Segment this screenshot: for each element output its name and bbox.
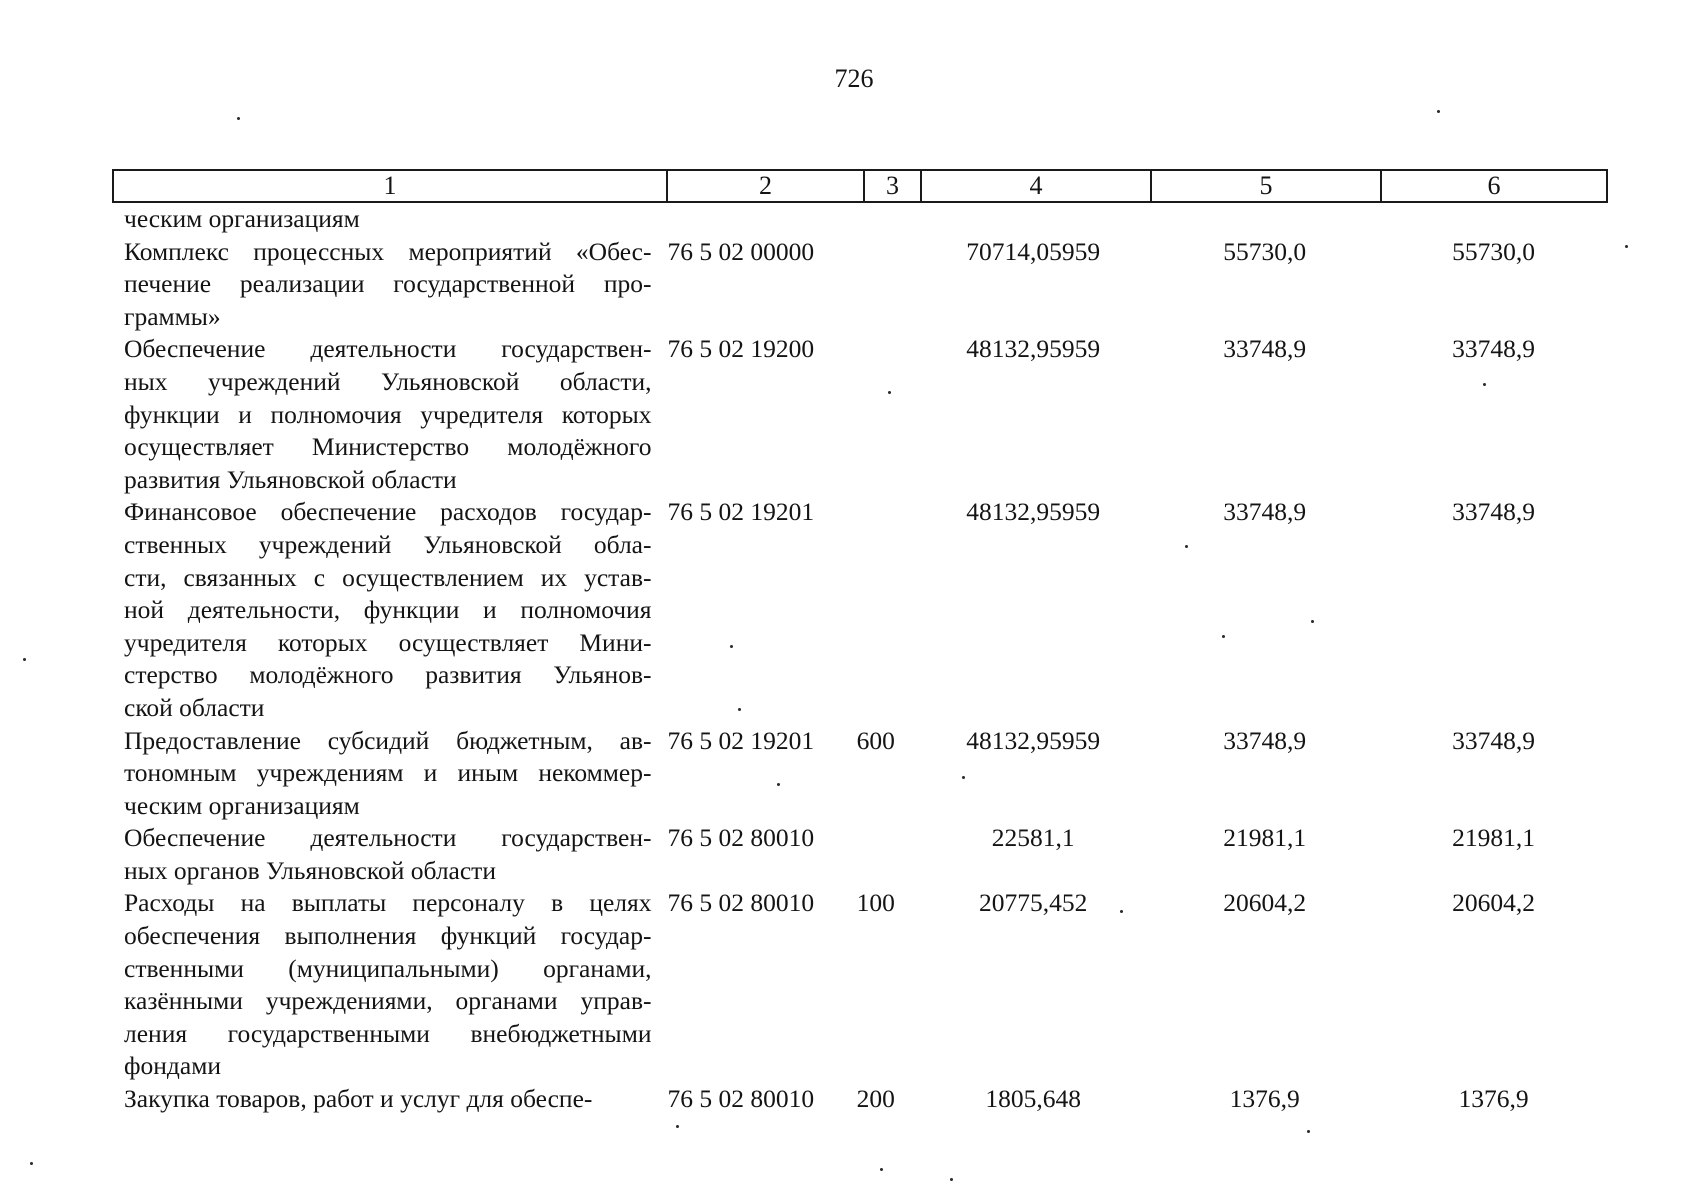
row-name-line: ской области xyxy=(124,692,265,722)
row-name-line: Комплекс процессных мероприятий «Обес- xyxy=(124,236,652,266)
row-value-col5: 1376,9 xyxy=(1229,1084,1300,1114)
row-value-col6: 55730,0 xyxy=(1452,236,1535,266)
row-name-line: ческим организациям xyxy=(124,790,360,820)
row-value-col4: 1805,648 xyxy=(985,1084,1082,1114)
row-name-line: фондами xyxy=(124,1051,221,1081)
table-body xyxy=(124,203,1608,1116)
row-value-col4: 48132,95959 xyxy=(966,725,1101,755)
row-expense-type: 200 xyxy=(856,1084,895,1114)
row-code: 76 5 02 80010 xyxy=(667,823,815,853)
page-number: 726 xyxy=(834,64,874,93)
row-value-col4: 20775,452 xyxy=(979,888,1088,918)
table-row xyxy=(124,496,1608,724)
table-row xyxy=(124,236,1608,334)
row-code: 76 5 02 19200 xyxy=(667,334,815,364)
row-name-line: Расходы на выплаты персоналу в целях xyxy=(124,888,652,918)
row-expense-type: 100 xyxy=(856,888,895,918)
row-name xyxy=(124,822,651,887)
row-name-line: Обеспечение деятельности государствен- xyxy=(124,334,652,364)
row-name-line: граммы» xyxy=(124,301,221,331)
row-code: 76 5 02 19201 xyxy=(667,725,815,755)
row-name-line: тономным учреждениям и иным некоммер- xyxy=(124,758,652,788)
row-value-col5: 20604,2 xyxy=(1223,888,1307,918)
row-value-col4: 70714,05959 xyxy=(966,236,1101,266)
row-name-line: ственными (муниципальными) органами, xyxy=(124,953,652,983)
row-name-line: учредителя которых осуществляет Мини- xyxy=(124,627,652,657)
row-value-col5: 21981,1 xyxy=(1223,823,1307,853)
row-name xyxy=(124,236,651,334)
row-value-col4: 48132,95959 xyxy=(966,334,1101,364)
row-value-col5: 33748,9 xyxy=(1223,334,1307,364)
table-row xyxy=(124,203,1608,236)
row-name-line: казёнными учреждениями, органами управ- xyxy=(124,986,652,1016)
row-name-line: ной деятельности, функции и полномочия xyxy=(124,595,652,625)
row-name-line: ления государственными внебюджетными xyxy=(124,1018,652,1048)
row-name xyxy=(124,203,651,236)
row-value-col6: 20604,2 xyxy=(1452,888,1535,918)
row-value-col5: 55730,0 xyxy=(1223,236,1307,266)
row-name-line: ческим организациям xyxy=(124,204,360,233)
row-code: 76 5 02 80010 xyxy=(667,888,815,918)
row-name-line: функции и полномочия учредителя которых xyxy=(124,399,652,429)
row-name-line: печение реализации государственной про- xyxy=(124,269,652,299)
table-row xyxy=(124,887,1608,1083)
row-code: 76 5 02 00000 xyxy=(667,236,815,266)
header-col-3: 3 xyxy=(865,171,922,201)
row-value-col5: 33748,9 xyxy=(1223,497,1307,527)
table-row xyxy=(124,822,1608,887)
row-name-line: Предоставление субсидий бюджетным, ав- xyxy=(124,725,652,755)
row-name-line: стерство молодёжного развития Ульянов- xyxy=(124,660,652,690)
row-value-col5: 33748,9 xyxy=(1223,725,1307,755)
row-code: 76 5 02 80010 xyxy=(667,1084,815,1114)
row-value-col6: 33748,9 xyxy=(1452,497,1535,527)
row-name-line: ных учреждений Ульяновской области, xyxy=(124,366,652,396)
row-name xyxy=(124,725,651,823)
row-name-line: обеспечения выполнения функций государ- xyxy=(124,921,652,951)
row-name-line: развития Ульяновской области xyxy=(124,464,457,494)
row-value-col6: 33748,9 xyxy=(1452,334,1535,364)
row-code: 76 5 02 19201 xyxy=(667,497,815,527)
header-col-4: 4 xyxy=(922,171,1152,201)
row-value-col4: 48132,95959 xyxy=(966,497,1101,527)
row-name xyxy=(124,333,651,496)
row-name-line: Финансовое обеспечение расходов государ- xyxy=(124,497,652,527)
row-value-col6: 33748,9 xyxy=(1452,725,1535,755)
table-header xyxy=(112,169,1608,203)
row-value-col4: 22581,1 xyxy=(991,823,1075,853)
row-name-line: Закупка товаров, работ и услуг для обеспе- xyxy=(124,1084,593,1114)
table-row xyxy=(124,333,1608,496)
row-value-col6: 1376,9 xyxy=(1458,1084,1529,1114)
row-name-line: ственных учреждений Ульяновской обла- xyxy=(124,529,652,559)
row-name-line: Обеспечение деятельности государствен- xyxy=(124,823,652,853)
header-col-6: 6 xyxy=(1487,171,1501,200)
row-name xyxy=(124,887,651,1083)
row-name xyxy=(124,1083,651,1116)
row-name-line: сти, связанных с осуществлением их устав- xyxy=(124,562,652,592)
header-col-5: 5 xyxy=(1152,171,1382,201)
row-value-col6: 21981,1 xyxy=(1452,823,1535,853)
header-col-1: 1 xyxy=(114,171,668,201)
table-row xyxy=(124,725,1608,823)
row-expense-type: 600 xyxy=(856,725,895,755)
row-name-line: осуществляет Министерство молодёжного xyxy=(124,432,652,462)
row-name-line: ных органов Ульяновской области xyxy=(124,855,496,885)
row-name xyxy=(124,496,651,724)
header-col-2: 2 xyxy=(668,171,865,201)
table-row xyxy=(124,1083,1608,1116)
